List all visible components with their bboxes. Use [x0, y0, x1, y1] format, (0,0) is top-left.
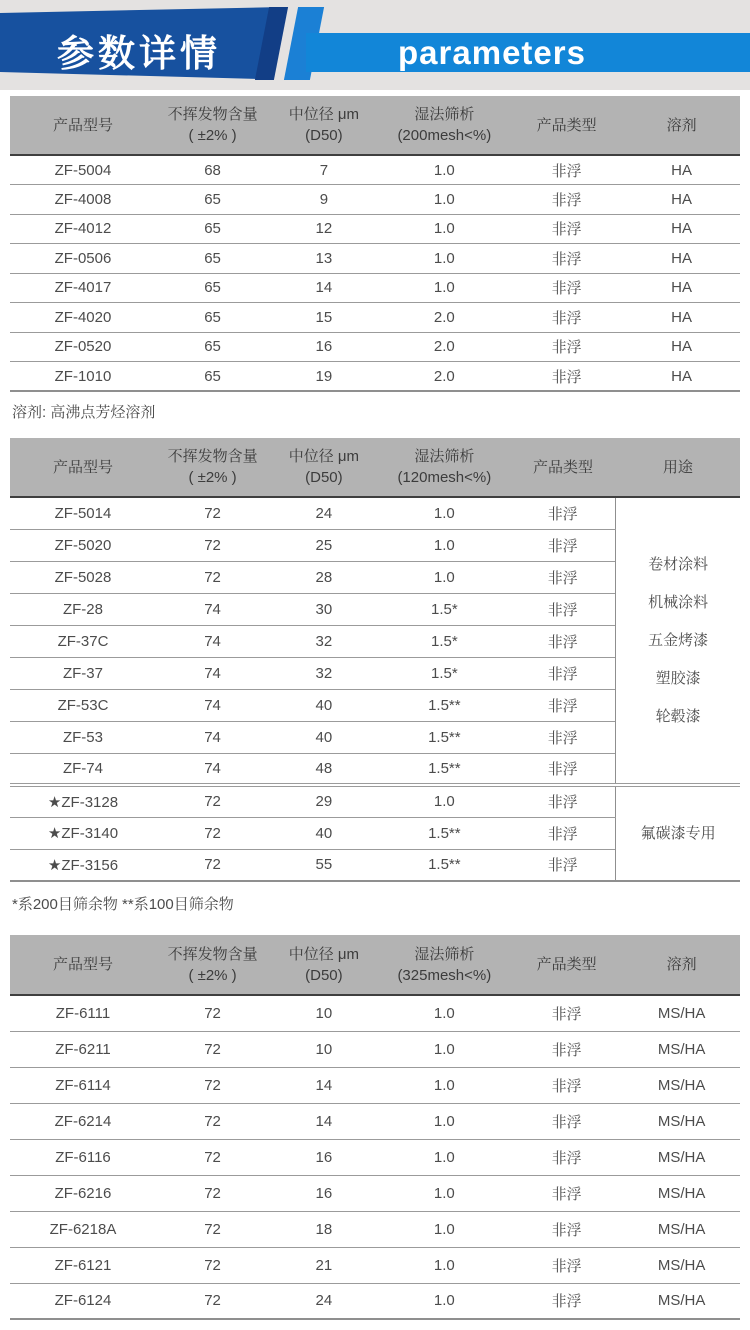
table-cell: 1.0 [379, 273, 510, 303]
table-cell: HA [623, 332, 740, 362]
table-cell: 1.0 [379, 1247, 510, 1283]
table-cell: 1.0 [379, 529, 510, 561]
table-cell: 18 [269, 1211, 379, 1247]
table-row [10, 497, 740, 529]
table-cell: 24 [269, 1283, 379, 1319]
table-cell: 72 [156, 817, 269, 849]
table-cell: MS/HA [623, 1175, 740, 1211]
table-row [10, 1031, 740, 1067]
table-cell: 12 [269, 214, 379, 244]
table-row [10, 1247, 740, 1283]
table-cell: 1.5** [379, 817, 510, 849]
table-cell: MS/HA [623, 1139, 740, 1175]
table-cell: 65 [156, 214, 269, 244]
table-cell: 16 [269, 1139, 379, 1175]
model-cell: ZF-6111 [10, 995, 156, 1031]
table-row [10, 155, 740, 185]
table-cell: 72 [156, 1067, 269, 1103]
table-cell: 72 [156, 1139, 269, 1175]
table-cell: 9 [269, 185, 379, 215]
model-cell: ZF-4008 [10, 185, 156, 215]
model-cell: ZF-6216 [10, 1175, 156, 1211]
table-row [10, 244, 740, 274]
table-cell: 2.0 [379, 332, 510, 362]
table-cell: 29 [269, 785, 379, 817]
table-cell: 72 [156, 849, 269, 881]
table-cell: 65 [156, 244, 269, 274]
table-cell: MS/HA [623, 1247, 740, 1283]
table-cell: 28 [269, 561, 379, 593]
model-cell: ZF-4017 [10, 273, 156, 303]
table-cell: 非浮 [510, 273, 623, 303]
table-cell: 非浮 [510, 849, 616, 881]
model-cell: ZF-4012 [10, 214, 156, 244]
table-cell: 16 [269, 332, 379, 362]
table-cell: 14 [269, 1067, 379, 1103]
table-cell: 72 [156, 1283, 269, 1319]
table-row [10, 1175, 740, 1211]
table-cell: 72 [156, 1103, 269, 1139]
table-cell: 55 [269, 849, 379, 881]
table-cell: 非浮 [510, 785, 616, 817]
table-cell: 1.0 [379, 561, 510, 593]
table-row [10, 995, 740, 1031]
table-cell: 19 [269, 362, 379, 392]
usage-cell: 卷材涂料 机械涂料 五金烤漆 塑胶漆 轮毂漆 [616, 497, 740, 785]
column-header: 中位径 μm (D50) [269, 438, 379, 497]
column-header: 产品型号 [10, 438, 156, 497]
table-cell: 1.5** [379, 689, 510, 721]
table-cell: 1.0 [379, 214, 510, 244]
table-cell: 2.0 [379, 303, 510, 333]
table-cell: 1.5* [379, 625, 510, 657]
table-cell: 非浮 [510, 995, 623, 1031]
table-cell: 非浮 [510, 303, 623, 333]
table-cell: 非浮 [510, 155, 623, 185]
table-cell: 非浮 [510, 244, 623, 274]
table-cell: 74 [156, 593, 269, 625]
table-cell: MS/HA [623, 1031, 740, 1067]
table-cell: 25 [269, 529, 379, 561]
table-cell: 72 [156, 529, 269, 561]
banner-band [306, 33, 750, 72]
table-cell: HA [623, 362, 740, 392]
table-row [10, 362, 740, 392]
table-cell: 1.0 [379, 244, 510, 274]
table1-footnote: 溶剂: 高沸点芳烃溶剂 [12, 404, 156, 421]
table-cell: 1.5** [379, 721, 510, 753]
model-cell: ZF-53 [10, 721, 156, 753]
table-cell: 72 [156, 995, 269, 1031]
page-banner [0, 0, 750, 90]
model-cell: ZF-4020 [10, 303, 156, 333]
table-cell: 10 [269, 1031, 379, 1067]
table-row [10, 1211, 740, 1247]
table-cell: 7 [269, 155, 379, 185]
table-cell: 40 [269, 817, 379, 849]
table-cell: 非浮 [510, 332, 623, 362]
column-header: 产品类型 [510, 438, 616, 497]
table-cell: 非浮 [510, 689, 616, 721]
table-cell: 非浮 [510, 362, 623, 392]
table-cell: 74 [156, 657, 269, 689]
model-cell: ZF-6121 [10, 1247, 156, 1283]
table-cell: HA [623, 244, 740, 274]
table-cell: 24 [269, 497, 379, 529]
table-cell: 非浮 [510, 1211, 623, 1247]
table-cell: 1.0 [379, 1211, 510, 1247]
table-cell: 74 [156, 625, 269, 657]
model-cell: ZF-37C [10, 625, 156, 657]
table-cell: 15 [269, 303, 379, 333]
model-cell: ZF-5028 [10, 561, 156, 593]
table-row [10, 185, 740, 215]
model-cell: ZF-28 [10, 593, 156, 625]
table-cell: 65 [156, 185, 269, 215]
parameters-table-200mesh [10, 96, 740, 392]
model-cell: ZF-6114 [10, 1067, 156, 1103]
table-cell: 1.0 [379, 1283, 510, 1319]
table-cell: 72 [156, 561, 269, 593]
table-cell: 65 [156, 303, 269, 333]
table-cell: 72 [156, 1211, 269, 1247]
table-cell: 1.0 [379, 1103, 510, 1139]
table-cell: 16 [269, 1175, 379, 1211]
table-row [10, 332, 740, 362]
table-cell: 65 [156, 332, 269, 362]
model-cell: ZF-37 [10, 657, 156, 689]
table-cell: HA [623, 303, 740, 333]
table-cell: 1.5* [379, 593, 510, 625]
table-row [10, 214, 740, 244]
model-cell: ZF-1010 [10, 362, 156, 392]
table-row [10, 1067, 740, 1103]
column-header: 湿法筛析 (200mesh<%) [379, 96, 510, 155]
table-cell: 32 [269, 625, 379, 657]
column-header: 不挥发物含量 ( ±2% ) [156, 438, 269, 497]
table-cell: 非浮 [510, 214, 623, 244]
model-cell: ZF-0506 [10, 244, 156, 274]
table-cell: 1.0 [379, 1031, 510, 1067]
table-cell: 65 [156, 273, 269, 303]
banner-title-cn: 参数详情 [57, 33, 221, 74]
table-cell: 48 [269, 753, 379, 785]
model-cell: ZF-5020 [10, 529, 156, 561]
header-row [10, 96, 740, 155]
table-cell: 1.0 [379, 1175, 510, 1211]
table-row [10, 273, 740, 303]
table-row [10, 1283, 740, 1319]
table-cell: 非浮 [510, 561, 616, 593]
model-cell: ZF-6218A [10, 1211, 156, 1247]
table-row [10, 1103, 740, 1139]
table-cell: 1.0 [379, 995, 510, 1031]
table-cell: 1.5** [379, 753, 510, 785]
table-cell: 74 [156, 753, 269, 785]
table-cell: 10 [269, 995, 379, 1031]
table-row [10, 303, 740, 333]
banner-title-en: parameters [398, 33, 586, 71]
table-cell: 1.0 [379, 1067, 510, 1103]
table-cell: 40 [269, 689, 379, 721]
table-cell: MS/HA [623, 1067, 740, 1103]
model-cell: ★ZF-3156 [10, 849, 156, 881]
model-cell: ZF-0520 [10, 332, 156, 362]
table-cell: HA [623, 185, 740, 215]
column-header: 湿法筛析 (120mesh<%) [379, 438, 510, 497]
table-cell: 2.0 [379, 362, 510, 392]
table-cell: 1.0 [379, 155, 510, 185]
table-cell: 非浮 [510, 1247, 623, 1283]
table-cell: 72 [156, 497, 269, 529]
table-cell: 72 [156, 1247, 269, 1283]
model-cell: ZF-6211 [10, 1031, 156, 1067]
column-header: 用途 [616, 438, 740, 497]
table-cell: 74 [156, 689, 269, 721]
table-cell: 1.5** [379, 849, 510, 881]
table-cell: 非浮 [510, 593, 616, 625]
column-header: 中位径 μm (D50) [269, 96, 379, 155]
table-cell: 非浮 [510, 1283, 623, 1319]
parameters-table-325mesh [10, 935, 740, 1320]
model-cell: ZF-5004 [10, 155, 156, 185]
model-cell: ★ZF-3128 [10, 785, 156, 817]
table-cell: 13 [269, 244, 379, 274]
table-cell: 65 [156, 362, 269, 392]
table-cell: 非浮 [510, 817, 616, 849]
model-cell: ZF-6116 [10, 1139, 156, 1175]
model-cell: ZF-53C [10, 689, 156, 721]
table-cell: 72 [156, 1175, 269, 1211]
table-cell: 非浮 [510, 529, 616, 561]
table-cell: 非浮 [510, 185, 623, 215]
column-header: 产品类型 [510, 96, 623, 155]
table2-footnote: *系200目筛余物 **系100目筛余物 [12, 896, 234, 913]
column-header: 不挥发物含量 ( ±2% ) [156, 935, 269, 995]
model-cell: ZF-6214 [10, 1103, 156, 1139]
table-cell: 非浮 [510, 721, 616, 753]
table-cell: 非浮 [510, 1175, 623, 1211]
table-cell: 1.0 [379, 785, 510, 817]
model-cell: ZF-5014 [10, 497, 156, 529]
table-cell: 21 [269, 1247, 379, 1283]
table-cell: 非浮 [510, 657, 616, 689]
table-row [10, 785, 740, 817]
table-cell: 1.0 [379, 185, 510, 215]
model-cell: ★ZF-3140 [10, 817, 156, 849]
table-cell: 非浮 [510, 1139, 623, 1175]
parameters-table-120mesh [10, 438, 740, 882]
table-cell: 非浮 [510, 625, 616, 657]
column-header: 溶剂 [623, 96, 740, 155]
column-header: 湿法筛析 (325mesh<%) [379, 935, 510, 995]
table-cell: 72 [156, 785, 269, 817]
table-cell: HA [623, 273, 740, 303]
table-cell: 32 [269, 657, 379, 689]
column-header: 产品型号 [10, 935, 156, 995]
table-cell: 1.0 [379, 497, 510, 529]
column-header: 不挥发物含量 ( ±2% ) [156, 96, 269, 155]
usage-cell: 氟碳漆专用 [616, 785, 740, 881]
column-header: 中位径 μm (D50) [269, 935, 379, 995]
table-cell: 1.0 [379, 1139, 510, 1175]
column-header: 产品型号 [10, 96, 156, 155]
table-cell: 非浮 [510, 1031, 623, 1067]
table-cell: 非浮 [510, 1103, 623, 1139]
table-cell: 非浮 [510, 497, 616, 529]
header-row [10, 438, 740, 497]
table-cell: MS/HA [623, 1103, 740, 1139]
table-cell: 非浮 [510, 1067, 623, 1103]
column-header: 溶剂 [623, 935, 740, 995]
table-cell: HA [623, 214, 740, 244]
column-header: 产品类型 [510, 935, 623, 995]
table-cell: 30 [269, 593, 379, 625]
table-cell: MS/HA [623, 1283, 740, 1319]
table-cell: 74 [156, 721, 269, 753]
model-cell: ZF-6124 [10, 1283, 156, 1319]
header-row [10, 935, 740, 995]
table-cell: MS/HA [623, 995, 740, 1031]
table-cell: 40 [269, 721, 379, 753]
table-cell: 14 [269, 1103, 379, 1139]
table-cell: MS/HA [623, 1211, 740, 1247]
model-cell: ZF-74 [10, 753, 156, 785]
table-cell: HA [623, 155, 740, 185]
table-cell: 非浮 [510, 753, 616, 785]
table-row [10, 1139, 740, 1175]
table-cell: 1.5* [379, 657, 510, 689]
table-cell: 72 [156, 1031, 269, 1067]
table-cell: 68 [156, 155, 269, 185]
table-cell: 14 [269, 273, 379, 303]
